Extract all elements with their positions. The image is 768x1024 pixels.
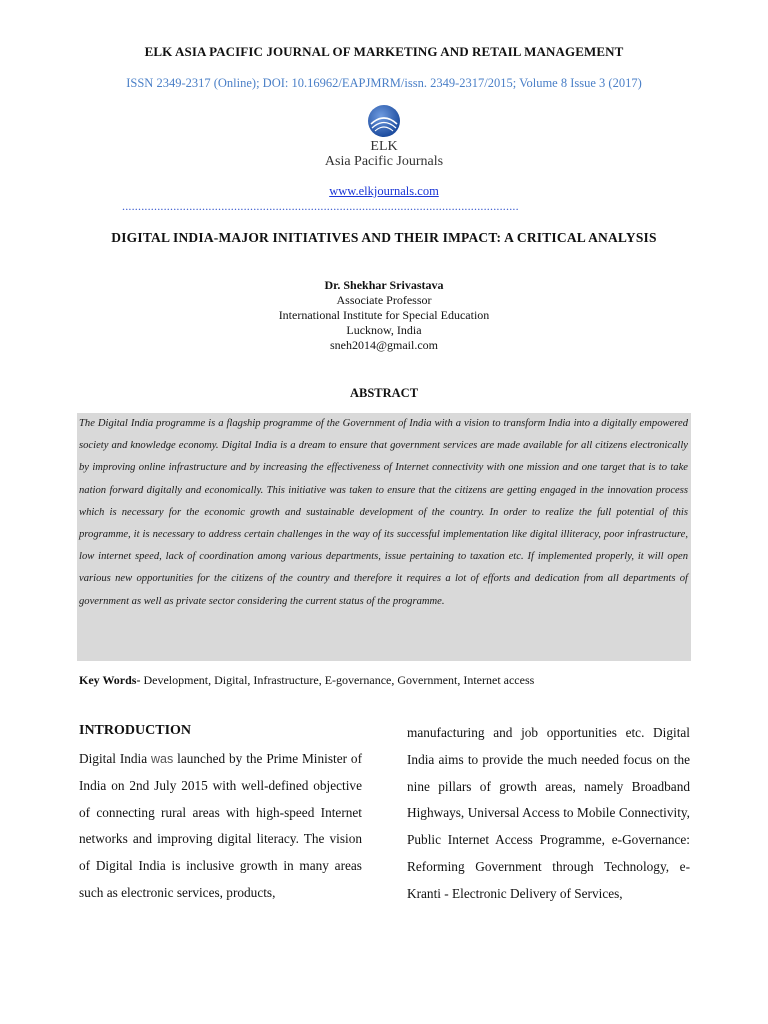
logo-name: ELK <box>370 139 398 154</box>
website-link[interactable]: www.elkjournals.com <box>329 184 439 198</box>
introduction-heading: INTRODUCTION <box>79 723 192 738</box>
globe-logo-icon <box>367 104 401 138</box>
issn-line: ISSN 2349-2317 (Online); DOI: 10.16962/EAPJMRM/issn. 2349-2317/2015; Volume 8 Issue 3 (2017) <box>126 76 642 90</box>
abstract-box <box>77 413 691 661</box>
introduction-left-text <box>79 746 362 907</box>
abstract-text: The Digital India programme is a flagship programme of the Government of India with a vision to transform India into a digitally empowered society and knowledge economy. Digital India is a dream to ensure that government services are made available for all citizens electronically by improving online infrastructure and by increasing the effectiveness of Internet connectivity with one mission and one target that is to take nation forward digitally and economically. This initiative was taken to ensure that the citizens are getting engaged in the innovation process which is necessary for the economic growth and sustainable development of the country. In order to realize the full potential of this programme, it is necessary to address certain challenges in the way of its successful implementation like digital illiteracy, poor infrastructure, low internet speed, lack of coordination among various departments, issue pertaining to taxation etc. If implemented properly, it will open various new opportunities for the citizens of the country and therefore it requires a lot of efforts and dedication from all departments of government as well as private sector considering the current status of the programme. <box>79 418 688 607</box>
author-block <box>0 278 768 353</box>
journal-logo <box>0 104 768 170</box>
author-institution: International Institute for Special Education <box>278 308 490 322</box>
right-column <box>407 720 690 908</box>
keywords-label: Key Words- <box>79 673 141 687</box>
author-name: Dr. Shekhar Srivastava <box>324 278 444 292</box>
dotted-separator: ............................................................................................................................ <box>122 199 519 213</box>
intro-text-part2: launched by the Prime Minister of India on 2nd July 2015 with well-defined objective of connecting rural areas with high-speed Internet networks and improving digital literacy. The vision of Digital India is inclusive growth in many areas such as electronic services, products, <box>79 751 362 900</box>
keywords-line <box>79 673 689 688</box>
paper-title: DIGITAL INDIA-MAJOR INITIATIVES AND THEIR IMPACT: A CRITICAL ANALYSIS <box>111 230 657 245</box>
left-column <box>79 720 362 907</box>
author-email: sneh2014@gmail.com <box>329 338 439 352</box>
journal-name: ELK ASIA PACIFIC JOURNAL OF MARKETING AND RETAIL MANAGEMENT <box>144 44 624 59</box>
intro-text-part1: Digital India <box>79 751 152 766</box>
introduction-right-text: manufacturing and job opportunities etc. Digital India aims to provide the much needed focus on the nine pillars of growth areas, namely Broadband Highways, Universal Access to Mobile Connectivity, Public Internet Access Programme, e-Governance: Reforming Government through Technology, e-Kranti - Electronic Delivery of Services, <box>407 725 690 901</box>
author-location: Lucknow, India <box>346 323 422 337</box>
intro-text-was: was <box>151 752 174 766</box>
abstract-heading: ABSTRACT <box>349 386 419 400</box>
author-position: Associate Professor <box>336 293 432 307</box>
logo-subtitle: Asia Pacific Journals <box>324 154 444 169</box>
keywords-list: Development, Digital, Infrastructure, E-governance, Government, Internet access <box>140 673 535 687</box>
